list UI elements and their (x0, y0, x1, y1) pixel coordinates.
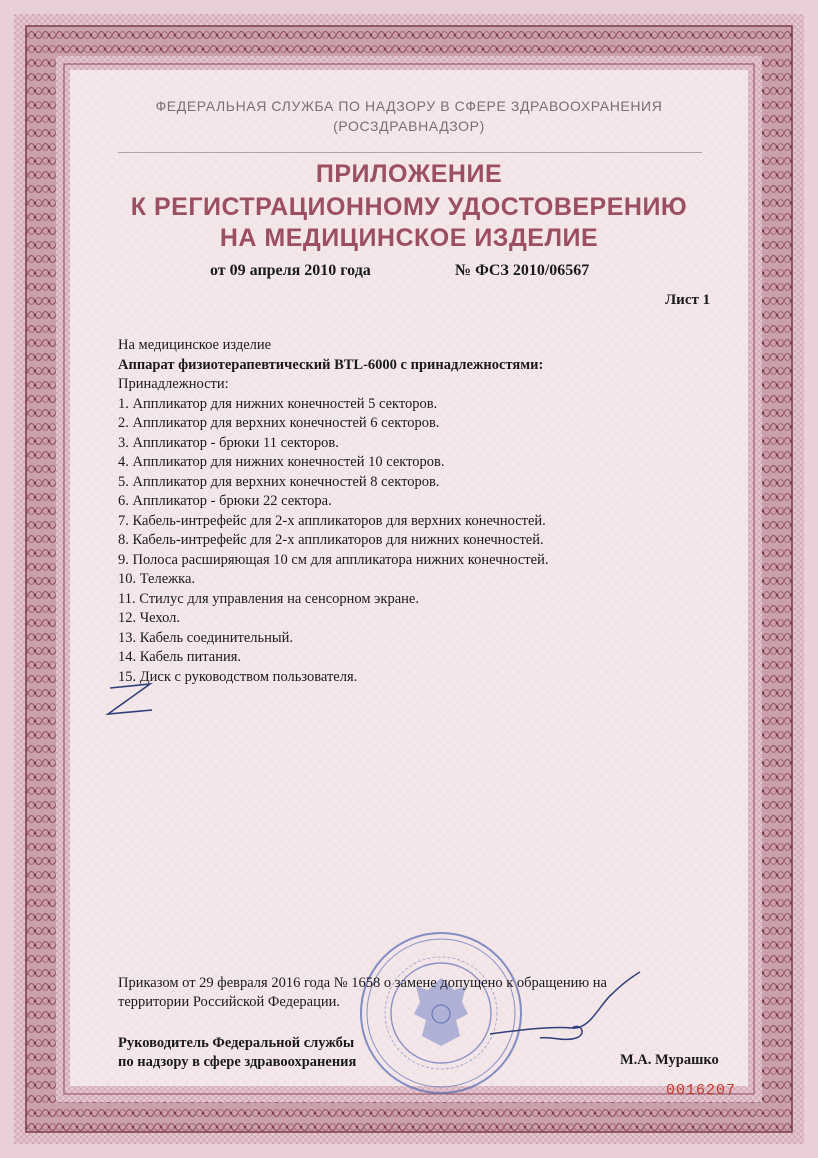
list-item: 12. Чехол. (118, 610, 181, 626)
device-section (118, 336, 728, 687)
accessories-list (118, 395, 728, 688)
signer-title (118, 1034, 356, 1072)
signer-title-line1: Руководитель Федеральной службы (118, 1035, 355, 1051)
document-subtitle-line2: НА МЕДИЦИНСКОЕ ИЗДЕЛИЕ (219, 224, 599, 252)
z-strike-mark (100, 680, 160, 720)
accessories-label: Принадлежности: (118, 376, 229, 392)
header-divider (118, 152, 702, 153)
serial-number: 0016207 (666, 1082, 737, 1099)
list-item: 8. Кабель-интрефейс для 2-х аппликаторов для нижних конечностей. (118, 532, 544, 548)
list-item: 14. Кабель питания. (118, 649, 242, 665)
order-line1: Приказом от 29 февраля 2016 года № 1658 о замене допущено к обращению на (118, 975, 607, 991)
handwritten-signature (480, 964, 660, 1054)
list-item: 13. Кабель соединительный. (118, 629, 294, 646)
device-intro: На медицинское изделие (118, 337, 272, 353)
list-item: 4. Аппликатор для нижних конечностей 10 секторов. (118, 454, 445, 470)
agency-name: ФЕДЕРАЛЬНАЯ СЛУЖБА ПО НАДЗОРУ В СФЕРЕ ЗДРАВООХРАНЕНИЯ (155, 98, 663, 114)
registration-line (210, 262, 590, 280)
list-item: 11. Стилус для управления на сенсорном экране. (118, 590, 419, 607)
list-item: 5. Аппликатор для верхних конечностей 8 секторов. (118, 473, 440, 490)
list-item: 2. Аппликатор для верхних конечностей 6 секторов. (118, 415, 440, 431)
registration-number: № ФСЗ 2010/06567 (455, 262, 590, 279)
list-item: 6. Аппликатор - брюки 22 сектора. (118, 493, 332, 509)
registration-date: от 09 апреля 2010 года (210, 262, 371, 279)
sheet-number: Лист 1 (665, 292, 711, 308)
list-item: 7. Кабель-интрефейс для 2-х аппликаторов для верхних конечностей. (118, 512, 546, 529)
signer-name: М.А. Мурашко (620, 1052, 719, 1068)
list-item: 1. Аппликатор для нижних конечностей 5 секторов. (118, 395, 438, 412)
document-title: ПРИЛОЖЕНИЕ (315, 160, 503, 188)
list-item: 10. Тележка. (118, 571, 196, 587)
list-item: 3. Аппликатор - брюки 11 секторов. (118, 434, 339, 451)
device-name: Аппарат физиотерапевтический BTL-6000 с принадлежностями: (118, 356, 544, 373)
list-item: 15. Диск с руководством пользователя. (118, 668, 358, 685)
document-subtitle-line1: К РЕГИСТРАЦИОННОМУ УДОСТОВЕРЕНИЮ (130, 193, 688, 221)
order-line2: территории Российской Федерации. (118, 994, 341, 1010)
list-item: 9. Полоса расширяющая 10 см для аппликатора нижних конечностей. (118, 551, 549, 568)
signer-title-line2: по надзору в сфере здравоохранения (118, 1054, 357, 1070)
agency-abbreviation: (РОСЗДРАВНАДЗОР) (333, 118, 485, 134)
